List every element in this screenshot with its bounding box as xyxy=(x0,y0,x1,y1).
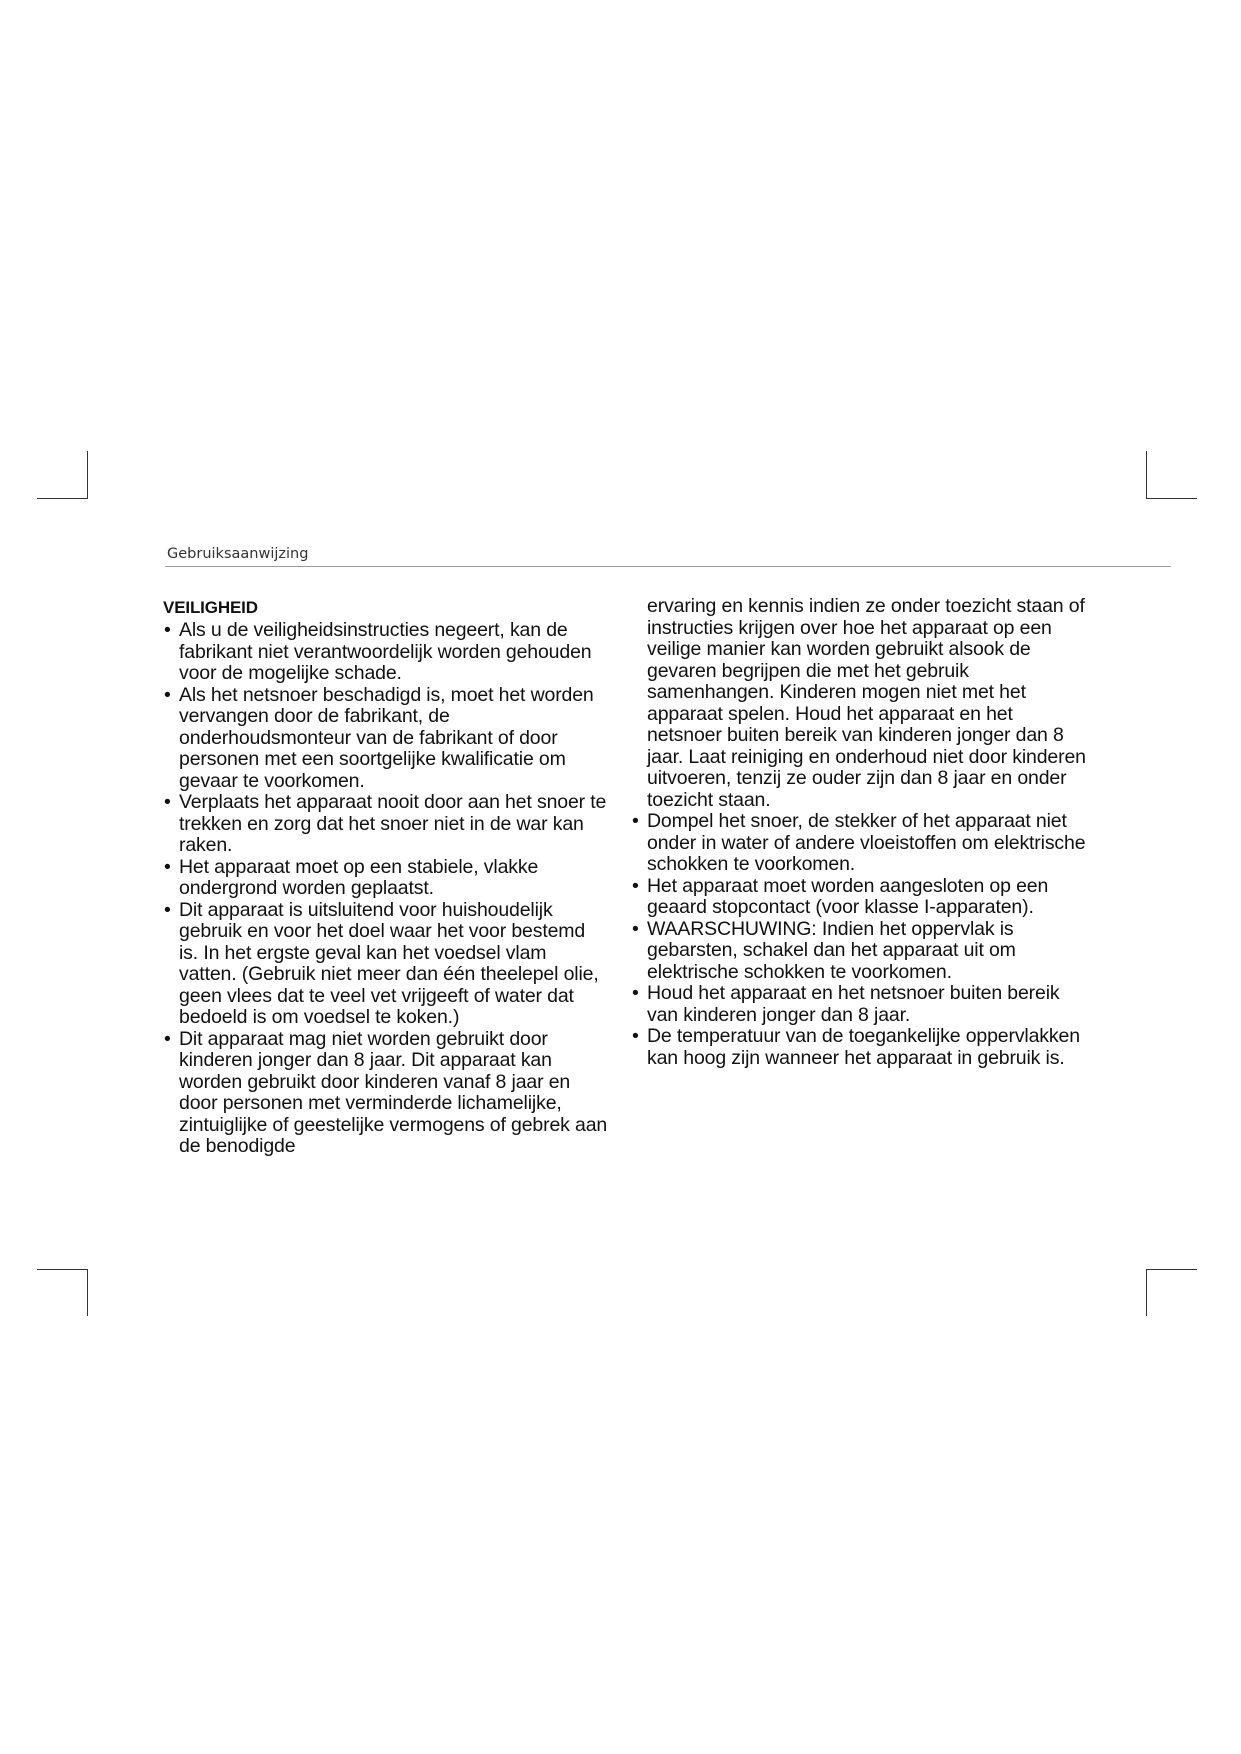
section-title: VEILIGHEID xyxy=(163,598,258,617)
header-divider xyxy=(165,566,1171,567)
right-column xyxy=(631,596,1086,1069)
safety-list-left xyxy=(163,620,608,1158)
list-item-continuation: ervaring en kennis indien ze onder toezicht staan of instructies krijgen over hoe het apparaat op een veilige manier kan worden gebruikt alsook de gevaren begrijpen die met het gebruik samenhangen. Kinderen mogen niet met het apparaat spelen. Houd het apparaat en het netsnoer buiten bereik van kinderen jonger dan 8 jaar. Laat reiniging en onderhoud niet door kinderen uitvoeren, tenzij ze ouder zijn dan 8 jaar en onder toezicht staan. xyxy=(647,595,1086,811)
list-item: • Als u de veiligheidsinstructies negeert, kan de fabrikant niet verantwoordelijk worden gehouden voor de mogelijke schade. xyxy=(163,620,608,685)
list-item: • WAARSCHUWING: Indien het oppervlak is gebarsten, schakel dan het apparaat uit om elektrische schokken te voorkomen. xyxy=(631,919,1086,984)
left-column xyxy=(163,598,608,1158)
running-header: Gebruiksaanwijzing xyxy=(167,546,309,562)
list-item: • Het apparaat moet worden aangesloten op een geaard stopcontact (voor klasse I-apparaten). xyxy=(631,876,1086,919)
list-item: • Verplaats het apparaat nooit door aan het snoer te trekken en zorg dat het snoer niet in de war kan raken. xyxy=(163,792,608,857)
list-item: • Dompel het snoer, de stekker of het apparaat niet onder in water of andere vloeistoffen om elektrische schokken te voorkomen. xyxy=(631,811,1086,876)
list-item: • Houd het apparaat en het netsnoer buiten bereik van kinderen jonger dan 8 jaar. xyxy=(631,983,1086,1026)
safety-list-right xyxy=(631,811,1086,1069)
list-item: • Dit apparaat mag niet worden gebruikt door kinderen jonger dan 8 jaar. Dit apparaat kan worden gebruikt door kinderen vanaf 8 jaar en door personen met verminderde lichamelijke, zintuiglijke of geestelijke vermogens of gebrek aan de benodigde xyxy=(163,1029,608,1158)
list-item: • Dit apparaat is uitsluitend voor huishoudelijk gebruik en voor het doel waar het voor bestemd is. In het ergste geval kan het voedsel vlam vatten. (Gebruik niet meer dan één theelepel olie, geen vlees dat te veel vet vrijgeeft of water dat bedoeld is om voedsel te koken.) xyxy=(163,900,608,1029)
list-item: • Het apparaat moet op een stabiele, vlakke ondergrond worden geplaatst. xyxy=(163,857,608,900)
list-item: • Als het netsnoer beschadigd is, moet het worden vervangen door de fabrikant, de onderhoudsmonteur van de fabrikant of door personen met een soortgelijke kwalificatie om gevaar te voorkomen. xyxy=(163,685,608,793)
list-item: • De temperatuur van de toegankelijke oppervlakken kan hoog zijn wanneer het apparaat in gebruik is. xyxy=(631,1026,1086,1069)
